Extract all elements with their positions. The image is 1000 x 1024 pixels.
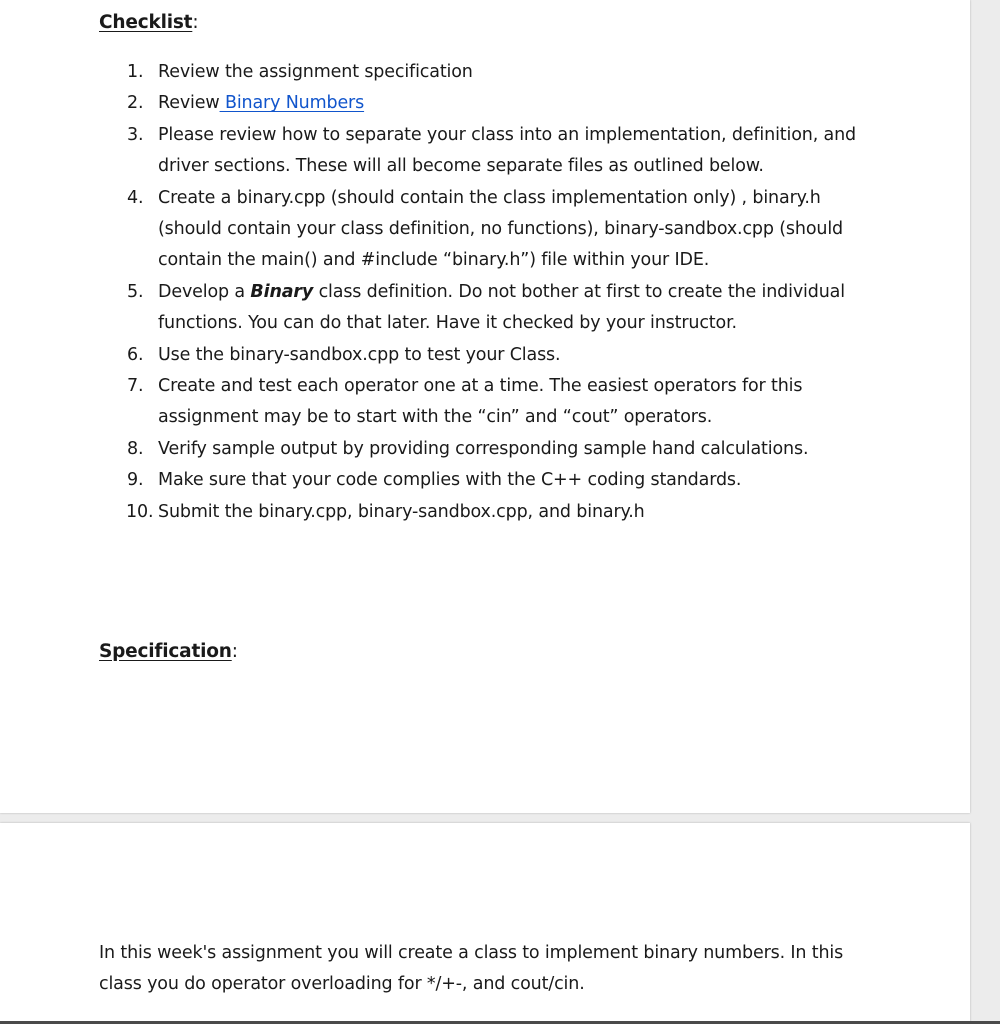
list-item — [127, 57, 867, 88]
binary-numbers-link[interactable]: Binary Numbers — [219, 93, 365, 114]
list-item-number: 6. — [127, 344, 144, 365]
list-item-number: 2. — [127, 93, 144, 114]
list-item-text-cont: class definition. Do not bother at first to create the individual functions. You can do that later. Have it checked by your instructor. — [158, 281, 845, 334]
list-item-text: Please review how to separate your class into an implementation, definition, and driver sections. These will all become separate files as outlined below. — [158, 124, 857, 177]
list-item-number: 5. — [127, 281, 144, 302]
list-item — [127, 465, 867, 496]
checklist-heading-colon: : — [192, 12, 199, 33]
list-item-text: Submit the binary.cpp, binary-sandbox.cpp, and binary.h — [158, 501, 645, 522]
document-page-2 — [0, 823, 970, 1024]
list-item-number: 8. — [127, 438, 144, 459]
list-item-number: 1. — [127, 62, 144, 82]
checklist-heading — [99, 12, 198, 33]
list-item-number: 10. — [126, 501, 154, 522]
specification-heading-text: Specification — [99, 641, 232, 662]
list-item-text: Develop a — [158, 281, 251, 302]
list-item-text: Create and test each operator one at a time. The easiest operators for this assignment may be to start with the “cin” and “cout” operators. — [158, 376, 803, 428]
list-item — [127, 277, 867, 340]
list-item-number: 7. — [127, 376, 144, 397]
list-item-text: Review the assignment specification — [158, 62, 473, 82]
list-item — [127, 371, 867, 434]
list-item — [127, 497, 867, 528]
checklist-list — [127, 57, 867, 528]
list-item — [127, 120, 867, 183]
list-item-text: Make sure that your code complies with the C++ coding standards. — [158, 470, 742, 491]
list-item-number: 9. — [127, 470, 144, 491]
list-item — [127, 340, 867, 371]
list-item-text: Use the binary-sandbox.cpp to test your Class. — [158, 344, 561, 365]
list-item-text: Verify sample output by providing corresponding sample hand calculations. — [158, 438, 809, 459]
list-item — [127, 88, 867, 119]
list-item-number: 3. — [127, 124, 144, 145]
specification-heading — [99, 641, 238, 662]
list-item-text: Create a binary.cpp (should contain the class implementation only) , binary.h (should contain your class definition, no functions), binary-sandbox.cpp (should contain the main() and #include “binary.h”) file within your IDE. — [158, 187, 844, 271]
checklist-heading-text: Checklist — [99, 12, 193, 33]
binary-class-name: Binary — [250, 281, 314, 302]
specification-heading-colon: : — [231, 641, 238, 662]
list-item-number: 4. — [127, 187, 144, 208]
list-item-text: Review — [158, 93, 220, 114]
specification-paragraph: In this week's assignment you will create a class to implement binary numbers. In this class you do operator overloading for */+-, and cout/cin. — [99, 943, 844, 995]
list-item — [127, 434, 867, 465]
list-item — [127, 183, 867, 277]
